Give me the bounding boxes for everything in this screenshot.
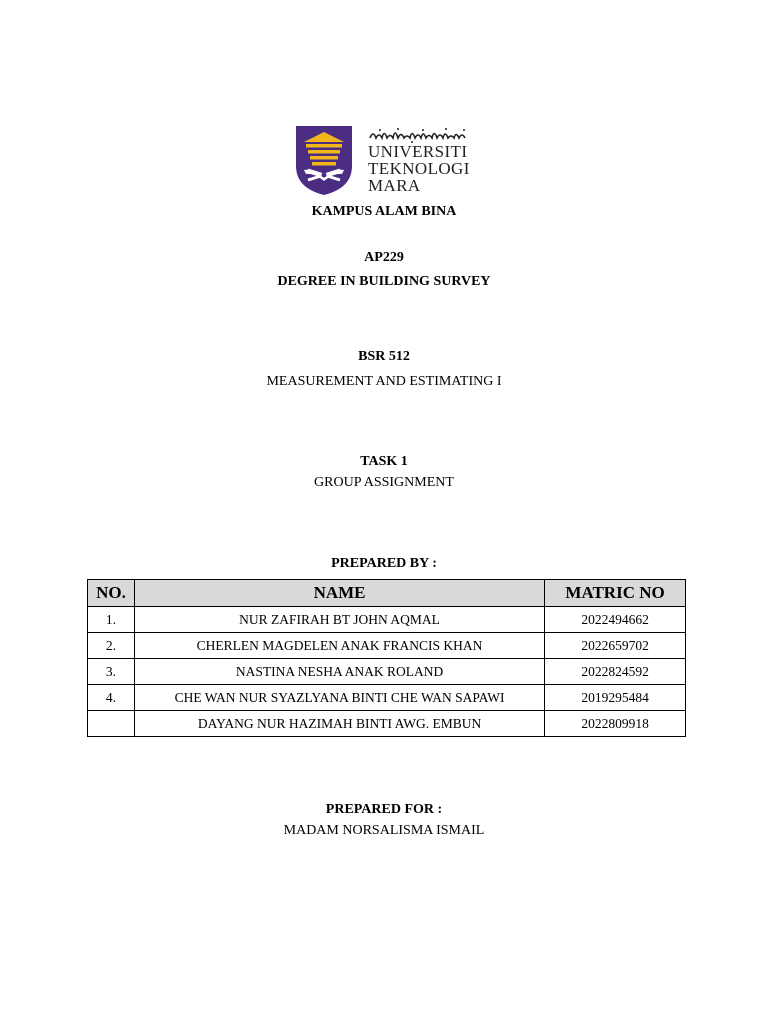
table-row: [88, 607, 686, 633]
column-header-name: NAME: [134, 580, 544, 607]
table-row: [88, 711, 686, 737]
university-name-line-2: TEKNOLOGI: [368, 159, 470, 178]
course-name: MEASUREMENT AND ESTIMATING I: [266, 374, 502, 389]
member-no: 4.: [88, 685, 135, 711]
campus-name: KAMPUS ALAM BINA: [311, 204, 457, 219]
member-no: 2.: [88, 633, 135, 659]
uitm-crest-icon: [294, 124, 354, 196]
member-name: NASTINA NESHA ANAK ROLAND: [134, 659, 544, 685]
member-matric: 2022809918: [545, 711, 686, 737]
table-row: [88, 659, 686, 685]
member-no: [88, 711, 135, 737]
prepared-by-label: PREPARED BY :: [331, 556, 437, 571]
group-members-table: [87, 579, 686, 737]
program-code: AP229: [364, 250, 404, 265]
program-name: DEGREE IN BUILDING SURVEY: [277, 274, 491, 289]
column-header-no: NO.: [88, 580, 135, 607]
university-name: [368, 143, 470, 194]
university-logo: [294, 124, 494, 198]
member-name: CHERLEN MAGDELEN ANAK FRANCIS KHAN: [134, 633, 544, 659]
task-title: TASK 1: [360, 454, 408, 469]
university-name-line-1: UNIVERSITI: [368, 142, 468, 161]
member-matric: 2022824592: [545, 659, 686, 685]
member-matric: 2022659702: [545, 633, 686, 659]
table-header-row: [88, 580, 686, 607]
table-row: [88, 685, 686, 711]
member-matric: 2022494662: [545, 607, 686, 633]
member-matric: 2019295484: [545, 685, 686, 711]
member-name: DAYANG NUR HAZIMAH BINTI AWG. EMBUN: [134, 711, 544, 737]
task-subtitle: GROUP ASSIGNMENT: [314, 475, 454, 490]
member-no: 1.: [88, 607, 135, 633]
lecturer-name: MADAM NORSALISMA ISMAIL: [283, 823, 485, 838]
member-name: CHE WAN NUR SYAZLYANA BINTI CHE WAN SAPAWI: [134, 685, 544, 711]
prepared-for-label: PREPARED FOR :: [325, 802, 443, 817]
table-row: [88, 633, 686, 659]
member-name: NUR ZAFIRAH BT JOHN AQMAL: [134, 607, 544, 633]
column-header-matric: MATRIC NO: [545, 580, 686, 607]
university-name-line-3: MARA: [368, 176, 421, 195]
course-code: BSR 512: [358, 349, 410, 364]
member-no: 3.: [88, 659, 135, 685]
